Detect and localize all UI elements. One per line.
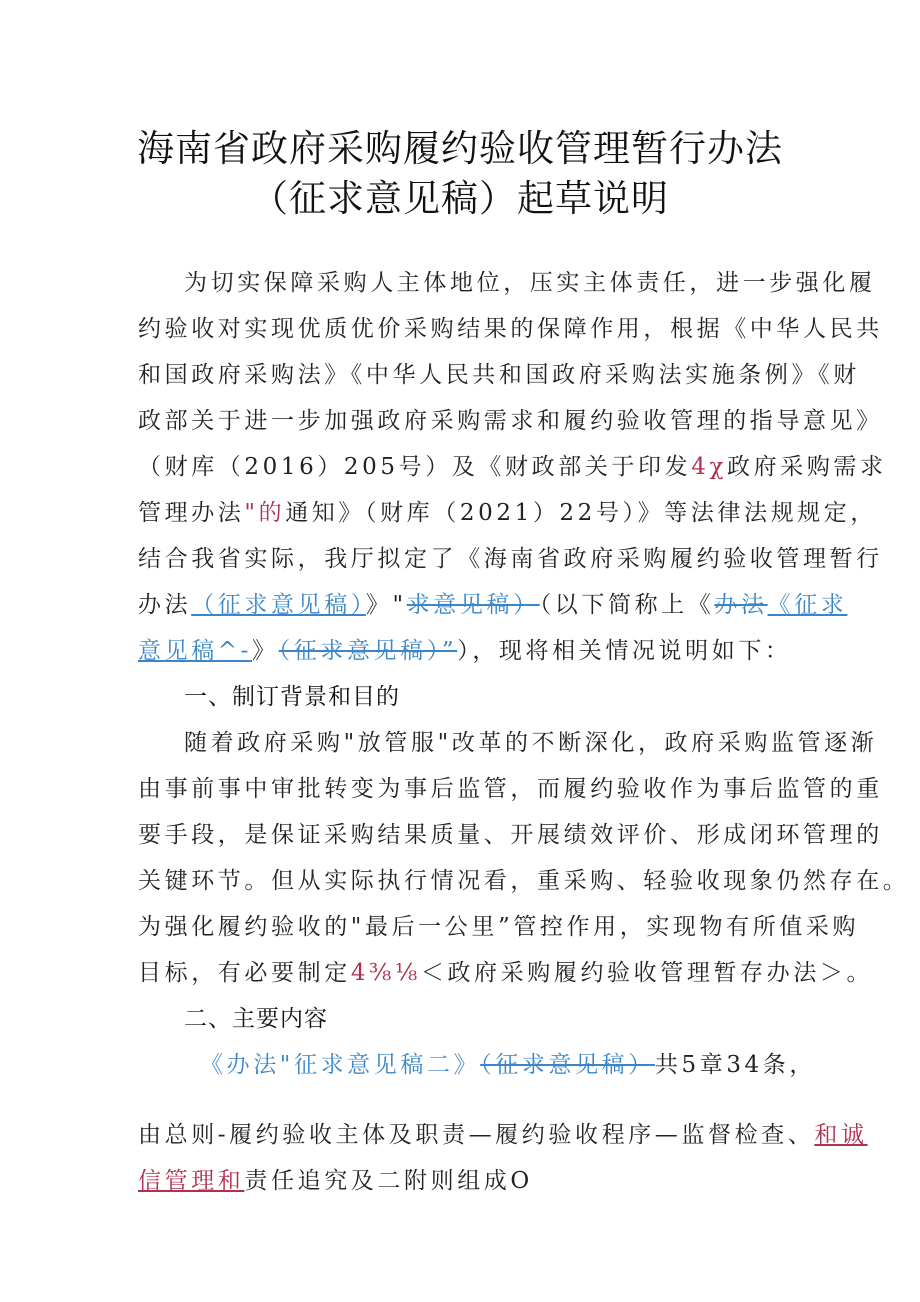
text-run: 责任追究及二附则组成O [244, 1168, 533, 1194]
section-heading-2: 二、主要内容 [184, 1006, 328, 1032]
revision-mark: 信管理和 [138, 1168, 245, 1194]
para1-line [138, 590, 848, 620]
text-run: 通知》（财库（2021）22号）》等法律法规规定， [285, 500, 877, 526]
revision-mark: 和诚 [814, 1122, 868, 1148]
text-run: 政府采购需求 [727, 454, 887, 480]
para1-line: 结合我省实际，我厅拟定了《海南省政府采购履约验收管理暂行 [138, 546, 883, 572]
deleted-text: （征求意见稿）” [278, 638, 458, 664]
inserted-text: 《办法"征求意见稿二》 [200, 1052, 481, 1078]
inserted-text: 意见稿^- [138, 638, 253, 664]
para1-line [138, 452, 887, 482]
para2-line: 关键环节。但从实际执行情况看，重采购、轻验收现象仍然存在。 [138, 868, 910, 894]
text-run: 目标，有必要制定 [138, 960, 351, 986]
text-run: （以下简称上《 [539, 592, 715, 618]
para2-line: 为强化履约验收的"最后一公里”管控作用，实现物有所值采购 [138, 914, 860, 940]
text-run: 共5章34条， [654, 1052, 816, 1078]
deleted-text: （征求意见稿） [480, 1052, 655, 1078]
text-run: 》" [365, 592, 407, 618]
text-run: 》 [252, 638, 279, 664]
section-heading-1: 一、制订背景和目的 [184, 684, 400, 710]
para2-line: 由事前事中审批转变为事后监管，而履约验收作为事后监管的重 [138, 776, 883, 802]
para2-line: 随着政府采购"放管服"改革的不断深化，政府采购监管逐渐 [184, 730, 878, 756]
text-run: 办法 [138, 592, 192, 618]
para1-line: 和国政府采购法》《中华人民共和国政府采购法实施条例》《财 [138, 362, 860, 388]
revision-mark: "的 [244, 500, 286, 526]
revision-mark: 4χ [691, 454, 728, 480]
inserted-text: 《征求 [767, 592, 848, 618]
text-run: 管理办法 [138, 500, 245, 526]
para2-line: 要手段，是保证采购结果质量、开展绩效评价、形成闭环管理的 [138, 822, 883, 848]
para1-line [138, 498, 877, 528]
doc-title-line-2: （征求意见稿）起草说明 [251, 177, 669, 220]
deleted-text: 求意见稿） [406, 592, 540, 618]
para1-line: 为切实保障采购人主体地位，压实主体责任，进一步强化履 [184, 270, 876, 296]
text-run: ＜政府采购履约验收管理暂存办法＞。 [420, 960, 874, 986]
doc-title-line-1: 海南省政府采购履约验收管理暂行办法 [137, 127, 783, 170]
para2-line [138, 958, 874, 988]
para3-line [138, 1120, 868, 1150]
para3-line [200, 1050, 816, 1080]
para1-line: 政部关于进一步加强政府采购需求和履约验收管理的指导意见》 [138, 408, 883, 434]
text-run: （财库（2016）205号）及《财政部关于印发 [138, 454, 692, 480]
para1-line: 约验收对实现优质优价采购结果的保障作用，根据《中华人民共 [138, 316, 883, 342]
deleted-text: 办法 [714, 592, 768, 618]
inserted-text: （征求意见稿） [191, 592, 366, 618]
text-run: 由总则-履约验收主体及职责—履约验收程序—监督检查、 [138, 1122, 815, 1148]
para1-line [138, 636, 792, 666]
text-run: ），现将相关情况说明如下： [457, 638, 792, 664]
revision-mark: 4⅜⅛ [350, 960, 421, 986]
para3-line [138, 1166, 788, 1196]
